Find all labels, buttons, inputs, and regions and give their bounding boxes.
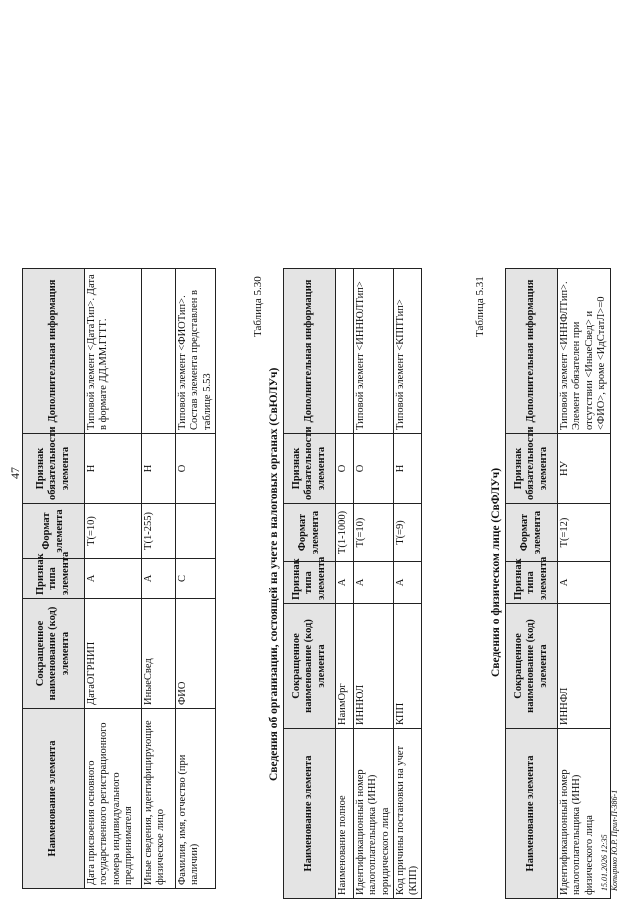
cell-format: T(1-255) — [142, 504, 176, 559]
section-title-person: Сведения о физическом лице (СвФЛУч) — [490, 467, 502, 677]
cell-required: О — [336, 434, 354, 504]
table-header-row — [284, 269, 336, 899]
table-caption-5-30: Таблица 5.30 — [252, 276, 264, 337]
header-type: Признак типа элемента — [506, 562, 558, 604]
table-row — [142, 269, 176, 889]
cell-required: Н — [394, 434, 422, 504]
cell-info: Типовой элемент <ИННФЛТип>. Элемент обязателен при отсутствии <ИныеСвед> и <ФИО>, кроме <ИдСтатЛ>=0 — [558, 269, 611, 434]
cell-required: НУ — [558, 434, 611, 504]
table-person — [505, 268, 611, 899]
table-individual-entrepreneur — [22, 268, 216, 889]
cell-info: Типовой элемент <КППТип> — [394, 269, 422, 434]
cell-short-name: ДатаОГРНИП — [85, 599, 142, 709]
cell-short-name: КПП — [394, 604, 422, 729]
header-format: Формат элемента — [284, 504, 336, 562]
cell-type: А — [394, 562, 422, 604]
page-number: 47 — [8, 467, 22, 479]
cell-name: Наименование полное — [336, 729, 354, 899]
cell-name: Идентификационный номер налогоплательщика (ИНН) физического лица — [558, 729, 611, 899]
cell-info: Типовой элемент <ИННЮЛТип> — [354, 269, 394, 434]
cell-type: А — [354, 562, 394, 604]
header-info: Дополнительная информация — [506, 269, 558, 434]
document-stamp — [600, 790, 619, 891]
header-required: Признак обязательности элемента — [23, 434, 85, 504]
cell-required: О — [176, 434, 216, 504]
header-format: Формат элемента — [23, 504, 85, 559]
cell-type: А — [85, 559, 142, 599]
table-header-row — [506, 269, 558, 899]
header-name: Наименование элемента — [23, 709, 85, 889]
cell-info: Типовой элемент <ДатаТип>. Дата в формате ДД.ММ.ГГГГ. — [85, 269, 142, 434]
cell-format: T(=9) — [394, 504, 422, 562]
header-name: Наименование элемента — [284, 729, 336, 899]
table-row — [176, 269, 216, 889]
cell-info — [336, 269, 354, 434]
cell-short-name: ИныеСвед — [142, 599, 176, 709]
cell-required: Н — [85, 434, 142, 504]
cell-info — [142, 269, 176, 434]
cell-required: Н — [142, 434, 176, 504]
cell-short-name: ИННФЛ — [558, 604, 611, 729]
table-caption-5-31: Таблица 5.31 — [474, 276, 486, 337]
header-required: Признак обязательности элемента — [506, 434, 558, 504]
cell-name: Иные сведения, идентифицирующие физическое лицо — [142, 709, 176, 889]
header-name: Наименование элемента — [506, 729, 558, 899]
cell-short-name: ИННЮЛ — [354, 604, 394, 729]
header-format: Формат элемента — [506, 504, 558, 562]
table-row — [354, 269, 394, 899]
cell-format: T(=12) — [558, 504, 611, 562]
cell-short-name: ФИО — [176, 599, 216, 709]
table-row — [394, 269, 422, 899]
table-organization — [283, 268, 422, 899]
header-short-name: Сокращенное наименование (код) элемента — [284, 604, 336, 729]
stamp-signature: Копырнко Ю.Р. Прил-П-386-1 — [609, 789, 619, 891]
cell-format: T(1-1000) — [336, 504, 354, 562]
cell-name: Код причины постановки на учет (КПП) — [394, 729, 422, 899]
cell-type: А — [142, 559, 176, 599]
cell-name: Идентификационный номер налогоплательщика (ИНН) юридического лица — [354, 729, 394, 899]
table-row — [336, 269, 354, 899]
section-title-org: Сведения об организации, состоящей на учете в налоговых органах (СвЮЛУч) — [268, 367, 280, 781]
table-row — [85, 269, 142, 889]
cell-format: T(=10) — [85, 504, 142, 559]
cell-type: А — [558, 562, 611, 604]
header-short-name: Сокращенное наименование (код) элемента — [23, 599, 85, 709]
header-required: Признак обязательности элемента — [284, 434, 336, 504]
cell-type: А — [336, 562, 354, 604]
cell-info: Типовой элемент <ФИОТип>. Состав элемента представлен в таблице 5.53 — [176, 269, 216, 434]
cell-short-name: НаимОрг — [336, 604, 354, 729]
header-info: Дополнительная информация — [23, 269, 85, 434]
header-type: Признак типа элемента — [284, 562, 336, 604]
cell-name: Дата присвоения основного государственного регистрационного номера индивидуального предпринимателя — [85, 709, 142, 889]
cell-format — [176, 504, 216, 559]
header-short-name: Сокращенное наименование (код) элемента — [506, 604, 558, 729]
cell-name: Фамилия, имя, отчество (при наличии) — [176, 709, 216, 889]
table-header-row — [23, 269, 85, 889]
stamp-datetime: 15.01.2026 12:35 — [600, 834, 609, 891]
cell-required: О — [354, 434, 394, 504]
cell-format: T(=10) — [354, 504, 394, 562]
header-type: Признак типа элемента — [23, 559, 85, 599]
cell-type: С — [176, 559, 216, 599]
header-info: Дополнительная информация — [284, 269, 336, 434]
